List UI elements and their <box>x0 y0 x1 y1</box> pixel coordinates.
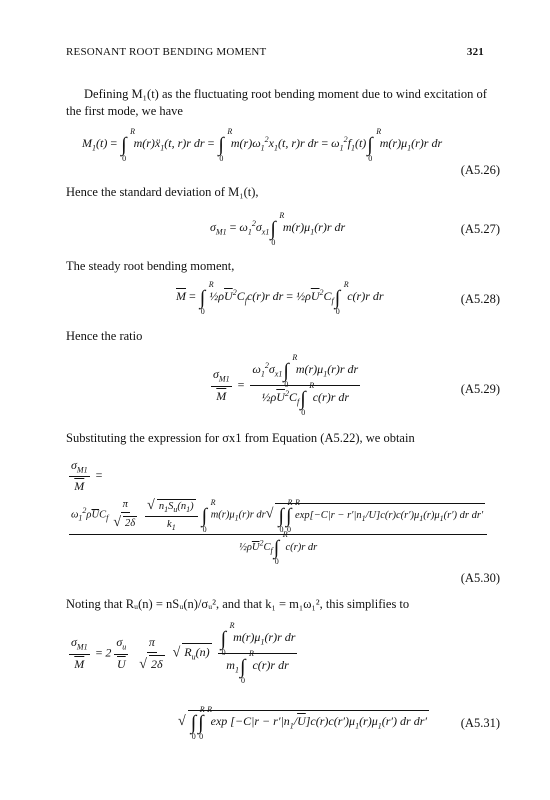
equation-a5-31: $\frac{\sigma_{M1}}{M}$ = 2 $\frac{\sigma_u}{U}$ $\frac{\pi}{√ 2\delta}$ √ $R_u(n)$ ∫ R 0 $m(r)\mu_1(r)r$ dr $m_1\int$ R 0 c(r)r dr <box>71 621 296 685</box>
equation-a5-31-continued: √ ∫ R 0 ∫ R 0 $\exp [-C|r - r'|n_1/\overline{U}]c(r)c(r')\mu_1(r)\mu_1(r')$ dr dr′ <box>178 705 428 741</box>
paragraph-intro: Defining M₁(t) as the fluctuating root bending moment due to wind excitation of the first mode, we have <box>66 87 487 118</box>
equation-number: (A5.26) <box>460 163 500 177</box>
running-header <box>66 46 484 58</box>
equation-a5-30: $\omega_1^2\rho\overline{U}C_f$ $\frac{\pi}{√ 2\delta}$ $\frac{√ n_1S_u(n_1)}{k_1}$ ∫ R 0 $m(r)\mu_1(r)r$ dr√ ∫ R 0 ∫ R 0 $\exp[-C|r - r'|n_1/U]c(r)c(r')\mu_1(r)\mu_1(r')$ dr dr′ $\frac{1}{2}\rho\overline{U}^2C_f\int$ R 0 c(r)r dr <box>66 498 490 560</box>
running-title: RESONANT ROOT BENDING MOMENT <box>66 46 267 58</box>
equation-number: (A5.31) <box>460 716 500 730</box>
equation-a5-30-lhs: $\frac{\sigma_{M1}}{M}$ = <box>71 458 103 494</box>
paragraph-simplifies: Noting that Rᵤ(n) = nSᵤ(n)/σᵤ², and that k₁ = m₁ω₁², this simplifies to <box>66 597 410 611</box>
paragraph-ratio: Hence the ratio <box>66 329 143 343</box>
equation-number: (A5.30) <box>460 571 500 585</box>
page-number: 321 <box>466 46 484 58</box>
equation-a5-28: $\overline{M}$ = ∫ R 0 $\frac{1}{2}\rho\overline{U}^2C_fc(r)r$ dr = $\frac{1}{2}\rho\overline{U}^2C_f\int$ R 0 c(r)r dr <box>176 280 384 316</box>
equation-number: (A5.27) <box>460 222 500 236</box>
paragraph-std-dev: Hence the standard deviation of M₁(t), <box>66 185 259 199</box>
equation-a5-26: $M_1(t)$ = ∫ R 0 $m(r)ẍ_1(t$, r)r dr = ∫ R 0 $m(r)\omega_1^2x_1(t$, r)r dr = $\omega_1^2f_1(t)\int$ R 0 $m(r)\mu_1(r)r$ dr <box>82 127 443 163</box>
paragraph-steady-moment: The steady root bending moment, <box>66 259 235 273</box>
equation-number: (A5.29) <box>460 382 500 396</box>
equation-number: (A5.28) <box>460 292 500 306</box>
equation-a5-27: $\sigma_{M1} = \omega_1^2\sigma_{x1}\int$ R 0 $m(r)\mu_1(r)r$ dr <box>210 211 346 247</box>
equation-a5-29: $\frac{\sigma_{M1}}{M}$ = $\omega_1^2\sigma_{x1}\int$ R 0 $m(r)\mu_1(r)r$ dr $\frac{1}{2}\rho\overline{U}^2C_f\int$ R 0 c(r)r dr <box>213 353 359 417</box>
paragraph-substituting: Substituting the expression for σx1 from Equation (A5.22), we obtain <box>66 431 415 445</box>
